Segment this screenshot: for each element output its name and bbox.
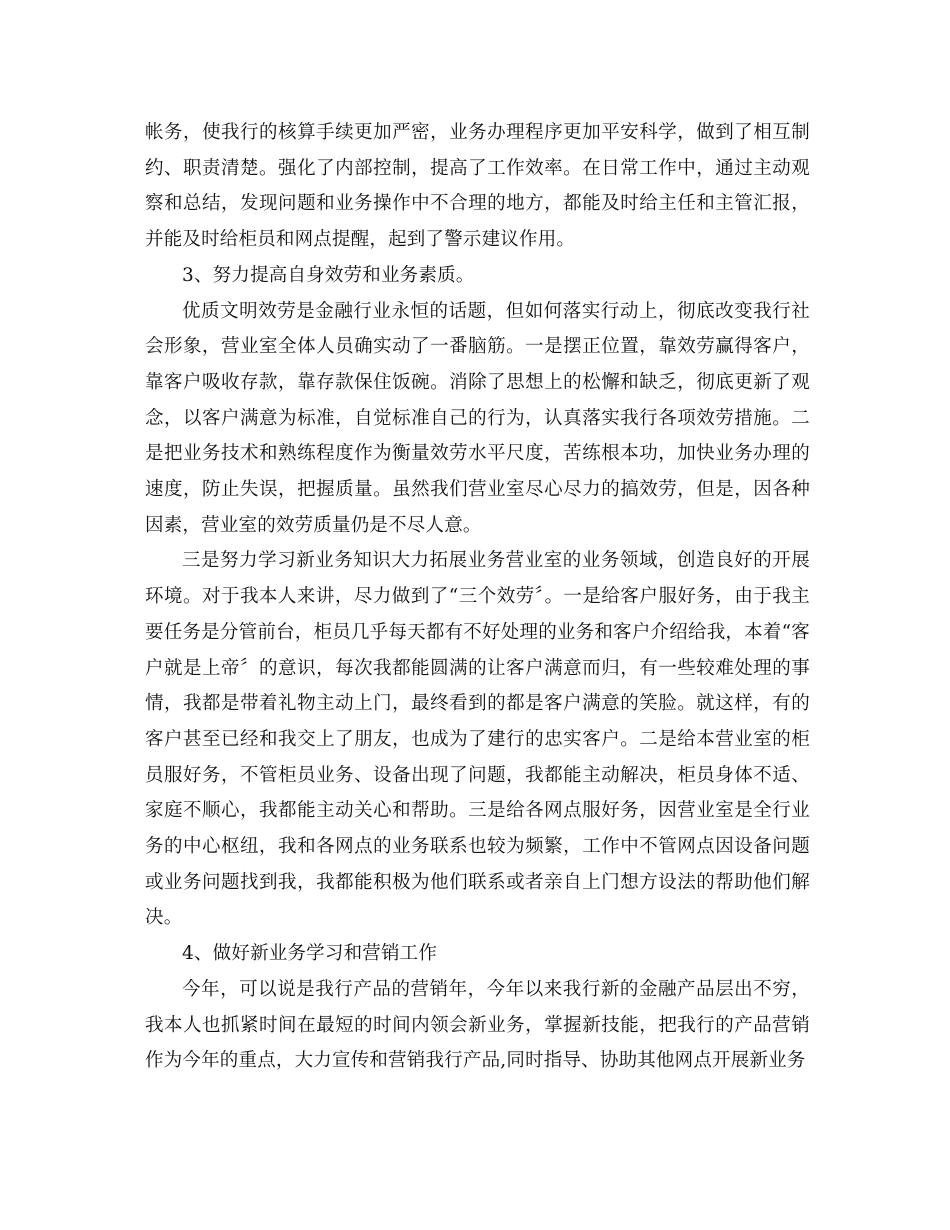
section-heading-4: 4、做好新业务学习和营销工作: [182, 943, 438, 965]
paragraph-marketing: 今年，可以说是我行产品的营销年，今年以来我行新的金融产品层出不穷，我本人也抓紧时间在最短的时间内领会新业务，掌握新技能，把我行的产品营销作为今年的重点，大力宣传和营销我行产品,同时指导、协助其他网点开展新业务: [145, 978, 810, 1072]
document-page: [145, 115, 810, 1079]
paragraph-continuation: 帐务，使我行的核算手续更加严密，业务办理程序更加平安科学，做到了相互制约、职责清楚。强化了内部控制，提高了工作效率。在日常工作中，通过主动观察和总结，发现问题和业务操作中不合理的地方，都能及时给主任和主管汇报，并能及时给柜员和网点提醒，起到了警示建议作用。: [145, 122, 810, 251]
paragraph-three-services: 三是努力学习新业务知识大力拓展业务营业室的业务领域，创造良好的开展环境。对于我本人来讲，尽力做到了“三个效劳〞。一是给客户服好务，由于我主要任务是分管前台，柜员几乎每天都有不好处理的业务和客户介绍给我，本着“客户就是上帝〞的意识，每次我都能圆满的让客户满意而归，有一些较难处理的事情，我都是带着礼物主动上门，最终看到的都是客户满意的笑脸。就这样，有的客户甚至已经和我交上了朋友，也成为了建行的忠实客户。二是给本营业室的柜员服好务，不管柜员业务、设备出现了问题，我都能主动解决，柜员身体不适、家庭不顺心，我都能主动关心和帮助。三是给各网点服好务，因营业室是全行业务的中心枢纽，我和各网点的业务联系也较为频繁，工作中不管网点因设备问题或业务问题找到我，我都能积极为他们联系或者亲自上门想方设法的帮助他们解决。: [145, 550, 810, 929]
paragraph-service-quality: 优质文明效劳是金融行业永恒的话题，但如何落实行动上，彻底改变我行社会形象，营业室全体人员确实动了一番脑筋。一是摆正位置，靠效劳赢得客户，靠客户吸收存款，靠存款保住饭碗。消除了思想上的松懈和缺乏，彻底更新了观念，以客户满意为标准，自觉标准自己的行为，认真落实我行各项效劳措施。二是把业务技术和熟练程度作为衡量效劳水平尺度，苦练根本功，加快业务办理的速度，防止失误，把握质量。虽然我们营业室尽心尽力的搞效劳，但是，因各种因素，营业室的效劳质量仍是不尽人意。: [145, 300, 810, 536]
section-heading-3: 3、努力提高自身效劳和业务素质。: [182, 264, 475, 286]
